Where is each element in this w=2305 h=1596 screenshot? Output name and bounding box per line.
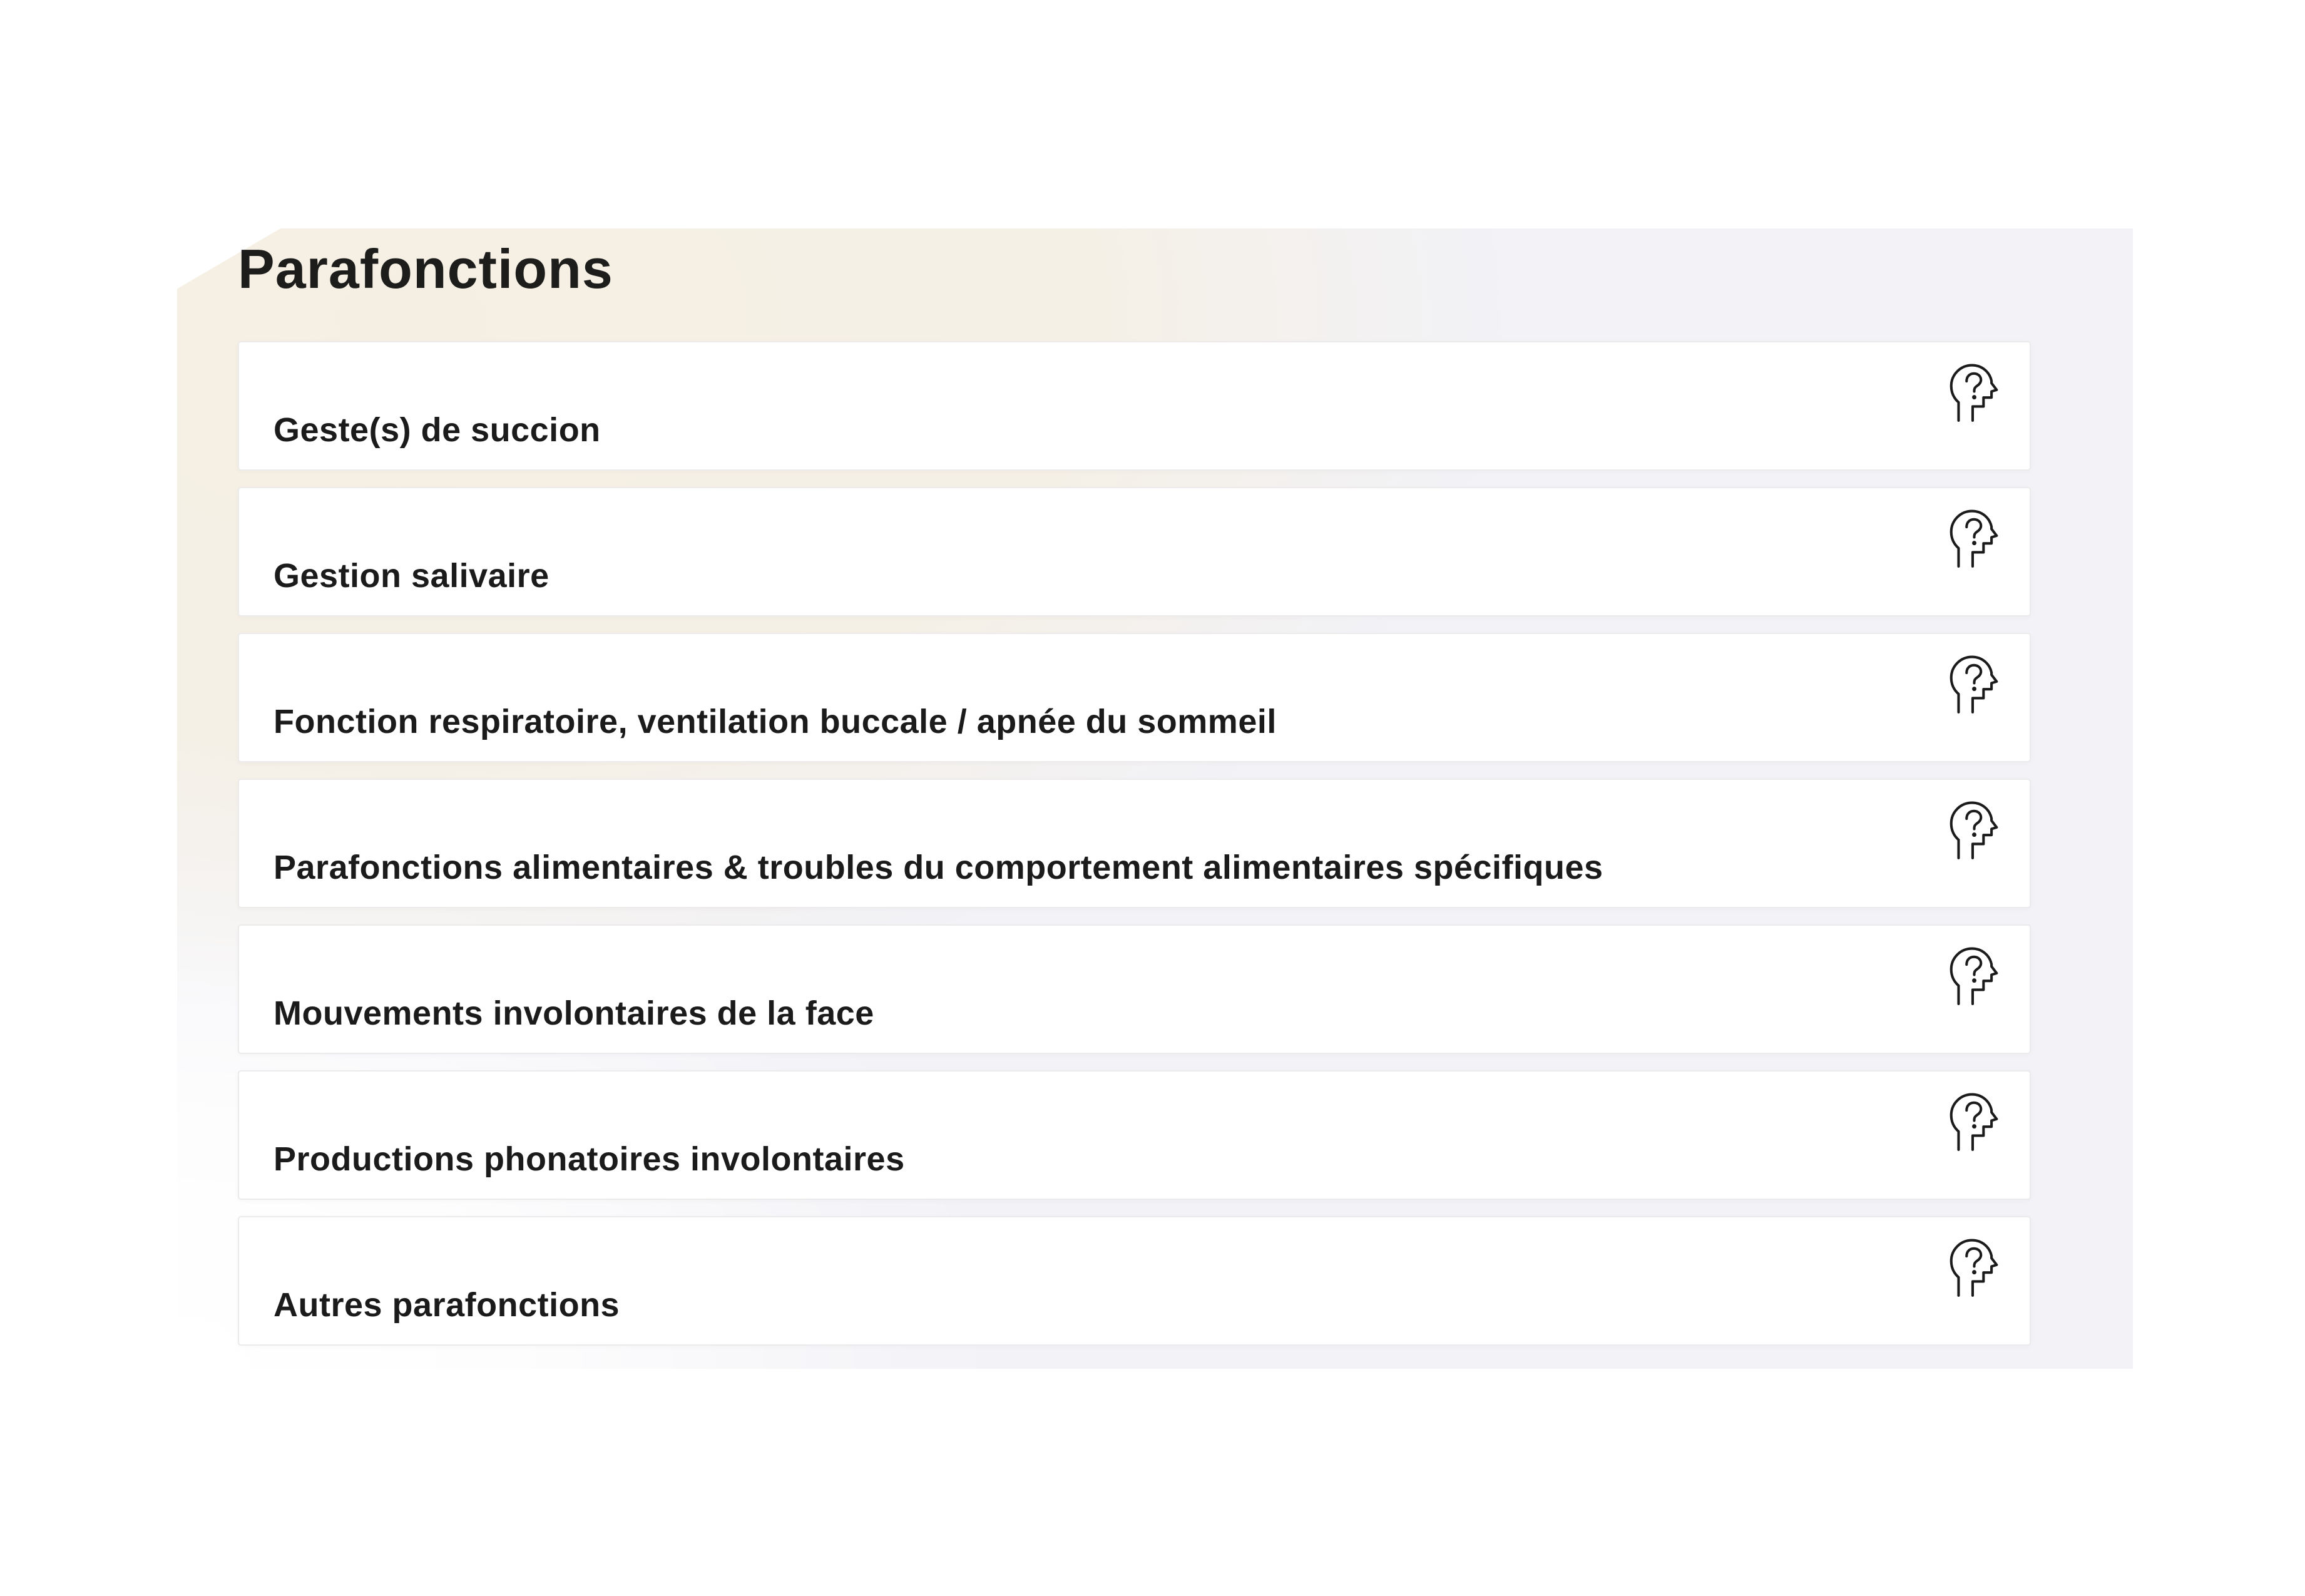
head-question-icon[interactable] xyxy=(1950,655,1998,714)
head-question-icon[interactable] xyxy=(1950,1239,1998,1297)
list-item-label: Productions phonatoires involontaires xyxy=(273,1140,905,1178)
list-item-label: Autres parafonctions xyxy=(273,1286,620,1324)
head-question-icon[interactable] xyxy=(1950,801,1998,860)
list-item-label: Parafonctions alimentaires & troubles du comportement alimentaires spécifiques xyxy=(273,849,1603,886)
head-question-icon[interactable] xyxy=(1950,1093,1998,1152)
list-item[interactable] xyxy=(238,1216,2031,1346)
head-question-icon[interactable] xyxy=(1950,947,1998,1006)
parafunctions-list xyxy=(238,341,2031,1362)
list-item[interactable] xyxy=(238,341,2031,471)
head-question-icon[interactable] xyxy=(1950,509,1998,568)
list-item-label: Geste(s) de succion xyxy=(273,411,601,449)
content-panel xyxy=(177,228,2133,1369)
page-title: Parafonctions xyxy=(238,238,613,300)
list-item[interactable] xyxy=(238,1070,2031,1200)
list-item[interactable] xyxy=(238,924,2031,1054)
list-item[interactable] xyxy=(238,487,2031,616)
list-item-label: Mouvements involontaires de la face xyxy=(273,995,874,1032)
list-item-label: Gestion salivaire xyxy=(273,557,549,595)
list-item[interactable] xyxy=(238,633,2031,762)
list-item[interactable] xyxy=(238,779,2031,908)
head-question-icon[interactable] xyxy=(1950,364,1998,422)
list-item-label: Fonction respiratoire, ventilation buccale / apnée du sommeil xyxy=(273,703,1277,740)
